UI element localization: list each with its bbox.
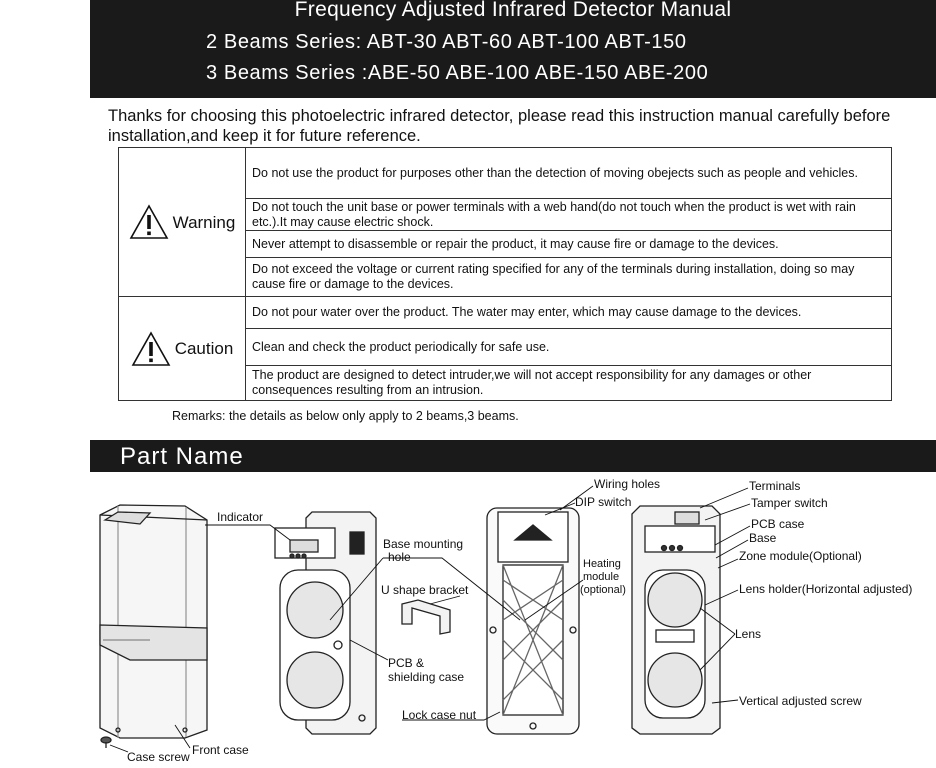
label-base-mounting-hole-2: hole bbox=[388, 550, 411, 564]
label-wiring-holes: Wiring holes bbox=[594, 477, 661, 491]
label-heating-module-2: module bbox=[583, 571, 620, 583]
part-name-title: Part Name bbox=[120, 443, 244, 470]
caution-item: Clean and check the product periodically for safe use. bbox=[246, 329, 892, 366]
label-front-case: Front case bbox=[192, 743, 249, 757]
three-beams-series: 3 Beams Series :ABE-50 ABE-100 ABE-150 ABE-200 bbox=[206, 62, 709, 84]
label-zone-module: Zone module(Optional) bbox=[739, 549, 862, 563]
warning-label-cell bbox=[119, 148, 246, 297]
label-base: Base bbox=[749, 531, 777, 545]
remarks-text: Remarks: the details as below only apply to 2 beams,3 beams. bbox=[172, 409, 519, 423]
label-vertical-adjusted-screw: Vertical adjusted screw bbox=[739, 694, 862, 708]
label-pcb-shielding-2: shielding case bbox=[388, 670, 465, 684]
warning-triangle-icon bbox=[129, 204, 169, 240]
pcb-assembly-drawing bbox=[275, 512, 376, 734]
label-base-mounting-hole: Base mounting bbox=[383, 537, 464, 551]
warning-item: Do not touch the unit base or power terminals with a web hand(do not touch when the product is wet with rain etc.).It may cause electric shock. bbox=[246, 199, 892, 231]
two-beams-series: 2 Beams Series: ABT-30 ABT-60 ABT-100 ABT-150 bbox=[206, 31, 687, 53]
part-name-bar bbox=[90, 440, 936, 472]
manual-header bbox=[90, 0, 936, 98]
label-lens: Lens bbox=[735, 627, 762, 641]
warning-item: Do not exceed the voltage or current rating specified for any of the terminals during installation, doing so may cause fire or damage to the devices. bbox=[246, 258, 892, 297]
label-tamper-switch: Tamper switch bbox=[751, 496, 828, 510]
label-terminals: Terminals bbox=[749, 479, 801, 493]
base-plate-drawing bbox=[487, 508, 579, 734]
warning-label: Warning bbox=[172, 212, 236, 232]
label-heating-module: Heating bbox=[583, 558, 621, 570]
warning-item: Do not use the product for purposes other than the detection of moving obejects such as people and vehicles. bbox=[246, 148, 892, 199]
warning-item: Never attempt to disassemble or repair the product, it may cause fire or damage to the devices. bbox=[246, 231, 892, 258]
intro-text: Thanks for choosing this photoelectric infrared detector, please read this instruction manual carefully before installation,and keep it for future reference. bbox=[108, 107, 891, 145]
label-pcb-case: PCB case bbox=[751, 517, 805, 531]
caution-item: The product are designed to detect intruder,we will not accept responsibility for any damages or other consequences resulting from an intrusion. bbox=[246, 366, 892, 401]
label-u-shape-bracket: U shape bracket bbox=[381, 583, 469, 597]
label-indicator: Indicator bbox=[217, 510, 264, 524]
label-heating-module-3: (optional) bbox=[580, 584, 626, 596]
label-case-screw: Case screw bbox=[127, 750, 190, 764]
caution-item: Do not pour water over the product. The water may enter, which may cause damage to the devices. bbox=[246, 297, 892, 329]
case-screw-drawing bbox=[101, 737, 111, 748]
label-lock-case-nut: Lock case nut bbox=[402, 708, 477, 722]
caution-label: Caution bbox=[174, 339, 234, 358]
front-case-drawing bbox=[100, 505, 207, 738]
caution-label-cell bbox=[119, 297, 246, 401]
label-lens-holder: Lens holder(Horizontal adjusted) bbox=[739, 582, 913, 596]
manual-title: Frequency Adjusted Infrared Detector Manual bbox=[294, 0, 732, 21]
caution-triangle-icon bbox=[131, 331, 171, 367]
label-dip-switch: DIP switch bbox=[575, 495, 632, 509]
safety-table bbox=[118, 147, 892, 401]
u-bracket-drawing bbox=[402, 600, 450, 634]
label-pcb-shielding: PCB & bbox=[388, 656, 425, 670]
right-assembly-drawing bbox=[632, 506, 720, 734]
